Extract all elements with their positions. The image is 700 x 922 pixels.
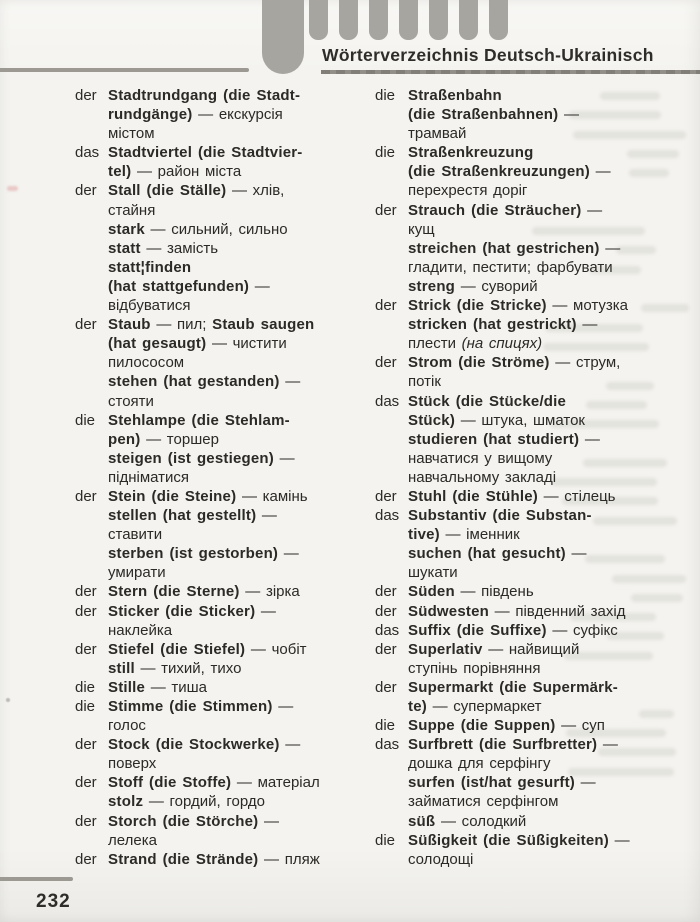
dictionary-line	[75, 105, 367, 124]
dictionary-line	[75, 659, 367, 678]
entry-text: Surfbrett (die Surfbretter) —	[408, 736, 618, 754]
gender-article	[375, 754, 408, 773]
dictionary-line	[75, 792, 367, 811]
dictionary-line	[75, 430, 367, 449]
entry-text: stark — сильний, сильно	[108, 220, 288, 238]
gender-article: der	[375, 487, 397, 505]
entry-text: стояти	[108, 392, 154, 410]
gender-article	[375, 239, 408, 258]
dictionary-line	[75, 754, 367, 773]
dictionary-line	[375, 678, 675, 697]
gender-article: der	[75, 812, 97, 830]
dictionary-line	[75, 449, 367, 468]
dictionary-line	[375, 411, 675, 430]
dictionary-line	[75, 315, 367, 334]
entry-text: tel) — район міста	[108, 163, 242, 181]
dictionary-line	[375, 544, 675, 563]
entry-text: Süßigkeit (die Süßigkeiten) —	[408, 831, 630, 849]
dictionary-line	[75, 716, 367, 735]
gender-article	[75, 392, 108, 411]
dictionary-line	[375, 506, 675, 525]
comb-tooth	[309, 0, 328, 40]
gender-article: der	[75, 583, 97, 601]
dictionary-line	[75, 812, 367, 831]
entry-text: suchen (hat gesucht) —	[408, 545, 587, 563]
dictionary-line	[75, 602, 367, 621]
entry-text: Strauch (die Sträucher) —	[408, 201, 603, 219]
dictionary-line	[75, 640, 367, 659]
entry-text: streichen (hat gestrichen) —	[408, 239, 621, 257]
gender-article	[75, 831, 108, 850]
entry-text: голос	[108, 717, 146, 735]
gender-article	[75, 220, 108, 239]
gender-article	[375, 411, 408, 430]
gender-article	[375, 468, 408, 487]
comb-tooth	[489, 0, 508, 40]
gender-article	[75, 353, 108, 372]
dictionary-line	[375, 792, 675, 811]
entry-text: Stadtviertel (die Stadtvier-	[108, 144, 303, 162]
entry-text: Stall (die Ställe) — хлів,	[108, 182, 285, 200]
dictionary-line	[375, 716, 675, 735]
dictionary-line	[75, 143, 367, 162]
gender-article	[75, 506, 108, 525]
entry-text: tive) — іменник	[408, 526, 520, 544]
entry-text: шукати	[408, 564, 458, 582]
dictionary-line	[75, 86, 367, 105]
dictionary-line	[75, 487, 367, 506]
entry-text: Stadtrundgang (die Stadt-	[108, 87, 301, 104]
dictionary-line	[375, 850, 675, 869]
gender-article	[75, 544, 108, 563]
entry-text: плести (на спицях)	[408, 335, 543, 353]
page-number: 232	[36, 891, 71, 912]
dictionary-line	[75, 162, 367, 181]
dictionary-line	[75, 735, 367, 754]
entry-text: ступінь порівняння	[408, 659, 541, 677]
dictionary-line	[75, 220, 367, 239]
gender-article	[375, 697, 408, 716]
entry-text: Sticker (die Sticker) —	[108, 602, 276, 620]
gender-article	[375, 334, 408, 353]
comb-tooth	[459, 0, 478, 40]
gender-article	[75, 201, 108, 220]
gender-article: die	[375, 831, 396, 849]
entry-text: лелека	[108, 831, 157, 849]
dictionary-line	[375, 277, 675, 296]
gender-article: die	[375, 87, 396, 104]
dictionary-line	[375, 86, 675, 105]
entry-text: пилососом	[108, 354, 185, 372]
dictionary-line	[75, 525, 367, 544]
gender-article	[375, 105, 408, 124]
dictionary-line	[375, 582, 675, 601]
gender-article: der	[375, 583, 397, 601]
ink-dot	[6, 698, 10, 702]
entry-text: Stern (die Sterne) — зірка	[108, 583, 300, 601]
dictionary-line	[375, 143, 675, 162]
dictionary-line	[75, 621, 367, 640]
entry-text: дошка для серфінгу	[408, 755, 551, 773]
gender-article	[75, 659, 108, 678]
entry-text: Suffix (die Suffixe) — суфікс	[408, 621, 618, 639]
gender-article	[75, 754, 108, 773]
gender-article	[375, 812, 408, 831]
gender-article	[75, 563, 108, 582]
gender-article: der	[375, 640, 397, 658]
comb-tooth	[429, 0, 448, 40]
comb-tooth	[399, 0, 418, 40]
dictionary-line	[375, 659, 675, 678]
gender-article	[375, 181, 408, 200]
gender-article	[75, 430, 108, 449]
gender-article	[375, 850, 408, 869]
entry-text: гладити, пестити; фарбувати	[408, 258, 613, 276]
gender-article	[375, 372, 408, 391]
dictionary-line	[375, 563, 675, 582]
entry-text: pen) — торшер	[108, 430, 219, 448]
dictionary-line	[75, 372, 367, 391]
gender-article	[75, 372, 108, 391]
gender-article: der	[375, 297, 397, 315]
entry-text: Substantiv (die Substan-	[408, 507, 592, 525]
gender-article: der	[375, 201, 397, 219]
dictionary-line	[75, 506, 367, 525]
entry-text: (die Straßenbahnen) —	[408, 106, 579, 124]
gender-article: das	[375, 621, 400, 639]
gender-article: der	[75, 487, 97, 505]
entry-text: statt¦finden	[108, 258, 192, 276]
entry-text: Straßenkreuzung	[408, 144, 534, 162]
dictionary-line	[75, 392, 367, 411]
entry-text: Stock (die Stockwerke) —	[108, 736, 301, 754]
entry-text: трамвай	[408, 125, 467, 143]
dictionary-line	[75, 544, 367, 563]
dictionary-line	[375, 812, 675, 831]
entry-text: Strick (die Stricke) — мотузка	[408, 297, 629, 315]
dictionary-line	[375, 315, 675, 334]
dictionary-line	[75, 239, 367, 258]
gender-article: der	[375, 354, 397, 372]
dictionary-line	[375, 525, 675, 544]
gender-article: der	[375, 678, 397, 696]
gender-article	[75, 792, 108, 811]
gender-article: der	[75, 736, 97, 754]
dictionary-line	[75, 334, 367, 353]
entry-text: Strand (die Strände) — пляж	[108, 850, 320, 868]
dictionary-line	[375, 258, 675, 277]
gender-article	[75, 239, 108, 258]
dictionary-line	[375, 640, 675, 659]
gender-article	[75, 525, 108, 544]
dictionary-line	[375, 334, 675, 353]
dictionary-line	[75, 773, 367, 792]
dictionary-line	[375, 220, 675, 239]
header-rule-left	[0, 68, 249, 72]
dictionary-line	[375, 487, 675, 506]
gender-article	[75, 716, 108, 735]
dictionary-line	[375, 296, 675, 315]
gender-article	[375, 277, 408, 296]
entry-text: Strom (die Ströme) — струм,	[408, 354, 621, 372]
dictionary-line	[375, 602, 675, 621]
entry-text: займатися серфінгом	[408, 793, 559, 811]
dictionary-line	[375, 449, 675, 468]
entry-text: Stuhl (die Stühle) — стілець	[408, 487, 616, 505]
entry-text: Stoff (die Stoffe) — матеріал	[108, 774, 320, 792]
entry-text: stehen (hat gestanden) —	[108, 373, 301, 391]
entry-text: Stück) — штука, шматок	[408, 411, 585, 429]
entry-text: sterben (ist gestorben) —	[108, 545, 299, 563]
dictionary-line	[75, 563, 367, 582]
entry-text: (hat stattgefunden) —	[108, 277, 270, 295]
entry-text: умирати	[108, 564, 166, 582]
gender-article: der	[75, 774, 97, 792]
comb-teeth-decoration	[0, 0, 700, 42]
gender-article	[375, 449, 408, 468]
entry-text: Stimme (die Stimmen) —	[108, 698, 294, 715]
gender-article	[75, 334, 108, 353]
dictionary-line	[375, 754, 675, 773]
gender-article: die	[75, 678, 96, 696]
gender-article: die	[75, 698, 96, 715]
dictionary-line	[75, 411, 367, 430]
gender-article: das	[375, 392, 400, 410]
gender-article	[375, 258, 408, 277]
entry-text: Superlativ — найвищий	[408, 640, 580, 658]
entry-text: surfen (ist/hat gesurft) —	[408, 774, 596, 792]
entry-text: солодощі	[408, 850, 474, 868]
gender-article: das	[375, 736, 400, 754]
gender-article: das	[75, 144, 100, 162]
gender-article	[75, 449, 108, 468]
dictionary-line	[375, 468, 675, 487]
dictionary-line	[375, 735, 675, 754]
entry-text: studieren (hat studiert) —	[408, 430, 600, 448]
dictionary-line	[75, 296, 367, 315]
gender-article	[375, 544, 408, 563]
gender-article	[375, 659, 408, 678]
dictionary-line	[75, 277, 367, 296]
gender-article: das	[375, 507, 400, 525]
entry-text: (hat gesaugt) — чистити	[108, 335, 287, 353]
gender-article: die	[75, 411, 96, 429]
entry-text: навчатися у вищому	[408, 449, 553, 467]
entry-text: Supermarkt (die Supermärk-	[408, 678, 618, 696]
dictionary-line	[75, 468, 367, 487]
entry-text: поверх	[108, 755, 157, 773]
entry-text: ставити	[108, 526, 163, 544]
left-column	[75, 86, 367, 869]
dictionary-line	[375, 124, 675, 143]
gender-article	[75, 258, 108, 277]
entry-text: stolz — гордий, гордо	[108, 793, 265, 811]
gender-article: der	[75, 316, 97, 334]
entry-text: stricken (hat gestrickt) —	[408, 316, 598, 334]
comb-tooth	[339, 0, 358, 40]
entry-text: Suppe (die Suppen) — суп	[408, 717, 605, 735]
gender-article	[375, 124, 408, 143]
dictionary-line	[375, 372, 675, 391]
entry-text: Stein (die Steine) — камінь	[108, 487, 308, 505]
dictionary-line	[75, 201, 367, 220]
footer-rule	[0, 877, 73, 881]
entry-text: підніматися	[108, 468, 190, 486]
entry-text: відбуватися	[108, 297, 191, 315]
dictionary-line	[375, 621, 675, 640]
gender-article	[375, 315, 408, 334]
gender-article	[75, 468, 108, 487]
dictionary-line	[75, 353, 367, 372]
entry-text: Staub — пил; Staub saugen	[108, 316, 315, 334]
gender-article: der	[75, 182, 97, 200]
entry-text: Südwesten — південний захід	[408, 602, 626, 620]
entry-text: містом	[108, 125, 155, 143]
gender-article	[375, 792, 408, 811]
entry-text: rundgänge) — екскурсія	[108, 106, 283, 124]
entry-text: süß — солодкий	[408, 812, 527, 830]
gender-article: die	[375, 717, 396, 735]
gender-article	[75, 124, 108, 143]
dictionary-line	[375, 353, 675, 372]
gender-article	[375, 525, 408, 544]
dictionary-line	[75, 850, 367, 869]
dictionary-line	[375, 773, 675, 792]
gender-article: der	[75, 87, 97, 104]
right-column	[375, 86, 675, 869]
entry-text: streng — суворий	[408, 277, 538, 295]
gender-article	[375, 220, 408, 239]
entry-text: te) — супермаркет	[408, 698, 542, 715]
dictionary-line	[75, 124, 367, 143]
entry-text: stellen (hat gestellt) —	[108, 507, 277, 525]
entry-text: Straßenbahn	[408, 87, 502, 104]
gender-article: der	[375, 602, 397, 620]
entry-text: наклейка	[108, 621, 173, 639]
entry-text: Stück (die Stücke/die	[408, 392, 567, 410]
gender-article: der	[75, 602, 97, 620]
gender-article	[75, 621, 108, 640]
gender-article	[375, 430, 408, 449]
gender-article	[375, 563, 408, 582]
entry-text: потік	[408, 373, 441, 391]
entry-text: still — тихий, тихо	[108, 659, 242, 677]
entry-text: Stille — тиша	[108, 678, 208, 696]
dictionary-line	[375, 201, 675, 220]
gender-article	[75, 296, 108, 315]
entry-text: Stehlampe (die Stehlam-	[108, 411, 290, 429]
gender-article	[375, 773, 408, 792]
dictionary-line	[75, 258, 367, 277]
dictionary-line	[75, 678, 367, 697]
entry-text: кущ	[408, 220, 435, 238]
gender-article	[75, 162, 108, 181]
entry-text: стайня	[108, 201, 156, 219]
entry-text: steigen (ist gestiegen) —	[108, 449, 295, 467]
entry-text: Süden — південь	[408, 583, 534, 601]
gender-article	[75, 277, 108, 296]
dictionary-line	[375, 181, 675, 200]
gender-article	[75, 105, 108, 124]
dictionary-line	[375, 430, 675, 449]
gender-article	[375, 162, 408, 181]
dictionary-line	[375, 105, 675, 124]
dictionary-line	[75, 831, 367, 850]
dictionary-line	[375, 239, 675, 258]
dictionary-line	[375, 392, 675, 411]
gender-article: die	[375, 144, 396, 162]
dictionary-line	[375, 831, 675, 850]
entry-text: (die Straßenkreuzungen) —	[408, 163, 611, 181]
gender-article: der	[75, 850, 97, 868]
dictionary-line	[75, 582, 367, 601]
comb-tooth	[369, 0, 388, 40]
dictionary-line	[375, 697, 675, 716]
entry-text: Storch (die Störche) —	[108, 812, 280, 830]
entry-text: Stiefel (die Stiefel) — чобіт	[108, 640, 307, 658]
entry-text: навчальному закладі	[408, 468, 557, 486]
dictionary-line	[375, 162, 675, 181]
header-rule-right	[321, 70, 700, 74]
page-title: Wörterverzeichnis Deutsch-Ukrainisch	[322, 45, 654, 65]
dictionary-line	[75, 697, 367, 716]
dictionary-line	[75, 181, 367, 200]
entry-text: statt — замість	[108, 239, 219, 257]
entry-text: перехрестя доріг	[408, 182, 528, 200]
pink-ink-smudge	[7, 186, 18, 191]
gender-article: der	[75, 640, 97, 658]
